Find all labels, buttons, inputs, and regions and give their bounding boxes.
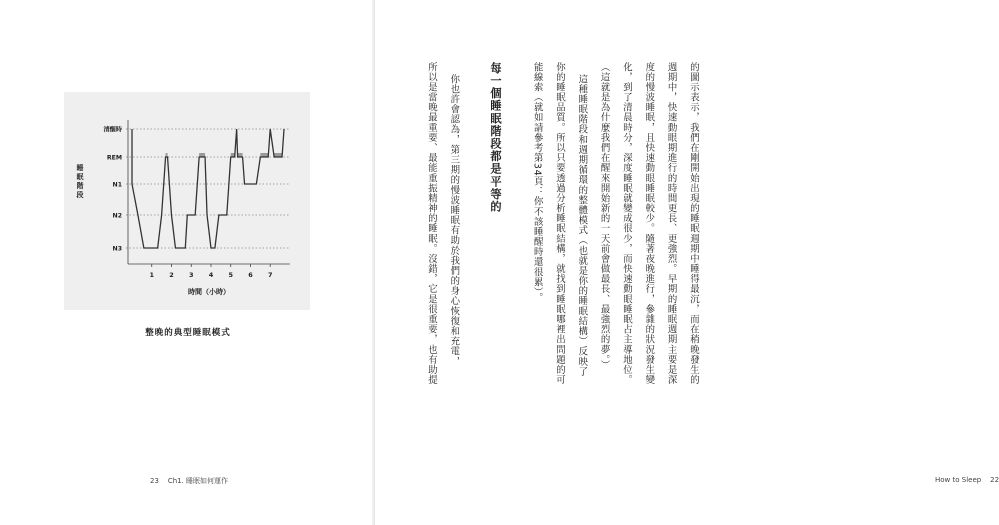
y-tick-label: N3 <box>112 245 122 253</box>
right-running-head: How to Sleep <box>935 476 982 484</box>
section-heading: 每一個睡眠階段都是平等的 <box>488 62 502 214</box>
text-column: 週期中，快速動眼期進行的時間更長、更強烈。早期的睡眠週期主要是深 <box>665 62 677 385</box>
text-column: （這就是為什麼我們在醒來開始新的一天前會做最長、最強烈的夢。） <box>598 62 610 371</box>
left-page <box>0 0 375 525</box>
y-tick-label: N1 <box>112 181 122 189</box>
text-column: 你的睡眠品質。所以只要透過分析睡眠結構，就找到睡眠哪裡出問題的可 <box>553 62 565 385</box>
text-column: 的圖示表示，我們在剛開始出現的睡眠週期中睡得最沉，而在稍晚發生的 <box>687 62 699 385</box>
y-tick-label: REM <box>106 154 122 162</box>
text-column: 所以是當晚最重要、最能重振精神的睡眠。沒錯，它是很重要，也有助提 <box>426 62 437 385</box>
sleep-chart-panel <box>64 92 310 310</box>
left-page-number: 23 <box>150 477 159 485</box>
x-tick-label: 4 <box>208 271 214 279</box>
text-column: 度的慢波睡眠，且快速動眼睡眠較少。隨著夜晚進行，參雜的狀況發生變 <box>643 62 655 385</box>
y-axis-label: 睡眠階段 <box>76 164 84 200</box>
left-running-head: Ch1. 睡眠如何運作 <box>167 477 229 485</box>
text-column: 化，到了清晨時分，深度睡眠就變成很少，而快速動眼睡眠占主導地位。 <box>620 62 632 385</box>
sleep-stage-line <box>132 129 284 248</box>
text-column: 你也許會認為，第三期的慢波睡眠有助於我們的身心恢復和充電， <box>448 74 460 367</box>
figure-caption: 整晚的典型睡眠模式 <box>145 328 231 338</box>
x-axis-label: 時間（小時） <box>188 288 230 296</box>
x-tick-label: 6 <box>248 271 253 279</box>
text-column: 能線索（就如請參考第34頁：你不該睡醒時還很累）。 <box>531 62 543 303</box>
x-tick-label: 7 <box>267 271 273 279</box>
sleep-hypnogram-chart <box>64 92 310 310</box>
x-tick-label: 3 <box>188 271 194 279</box>
right-page-number: 22 <box>990 476 999 484</box>
y-tick-label: N2 <box>112 212 122 220</box>
right-folio <box>935 476 999 484</box>
text-column: 這種睡眠階段和週期循環的整體模式（也就是你的睡眠結構）反映了 <box>576 74 588 377</box>
left-folio <box>150 476 228 486</box>
vertical-text-block <box>425 62 699 400</box>
column-spacer <box>470 62 478 400</box>
x-tick-label: 1 <box>149 271 155 279</box>
column-spacer <box>512 62 520 400</box>
y-tick-label: 清醒時 <box>103 126 122 134</box>
x-tick-label: 2 <box>169 271 174 279</box>
x-tick-label: 5 <box>228 271 233 279</box>
